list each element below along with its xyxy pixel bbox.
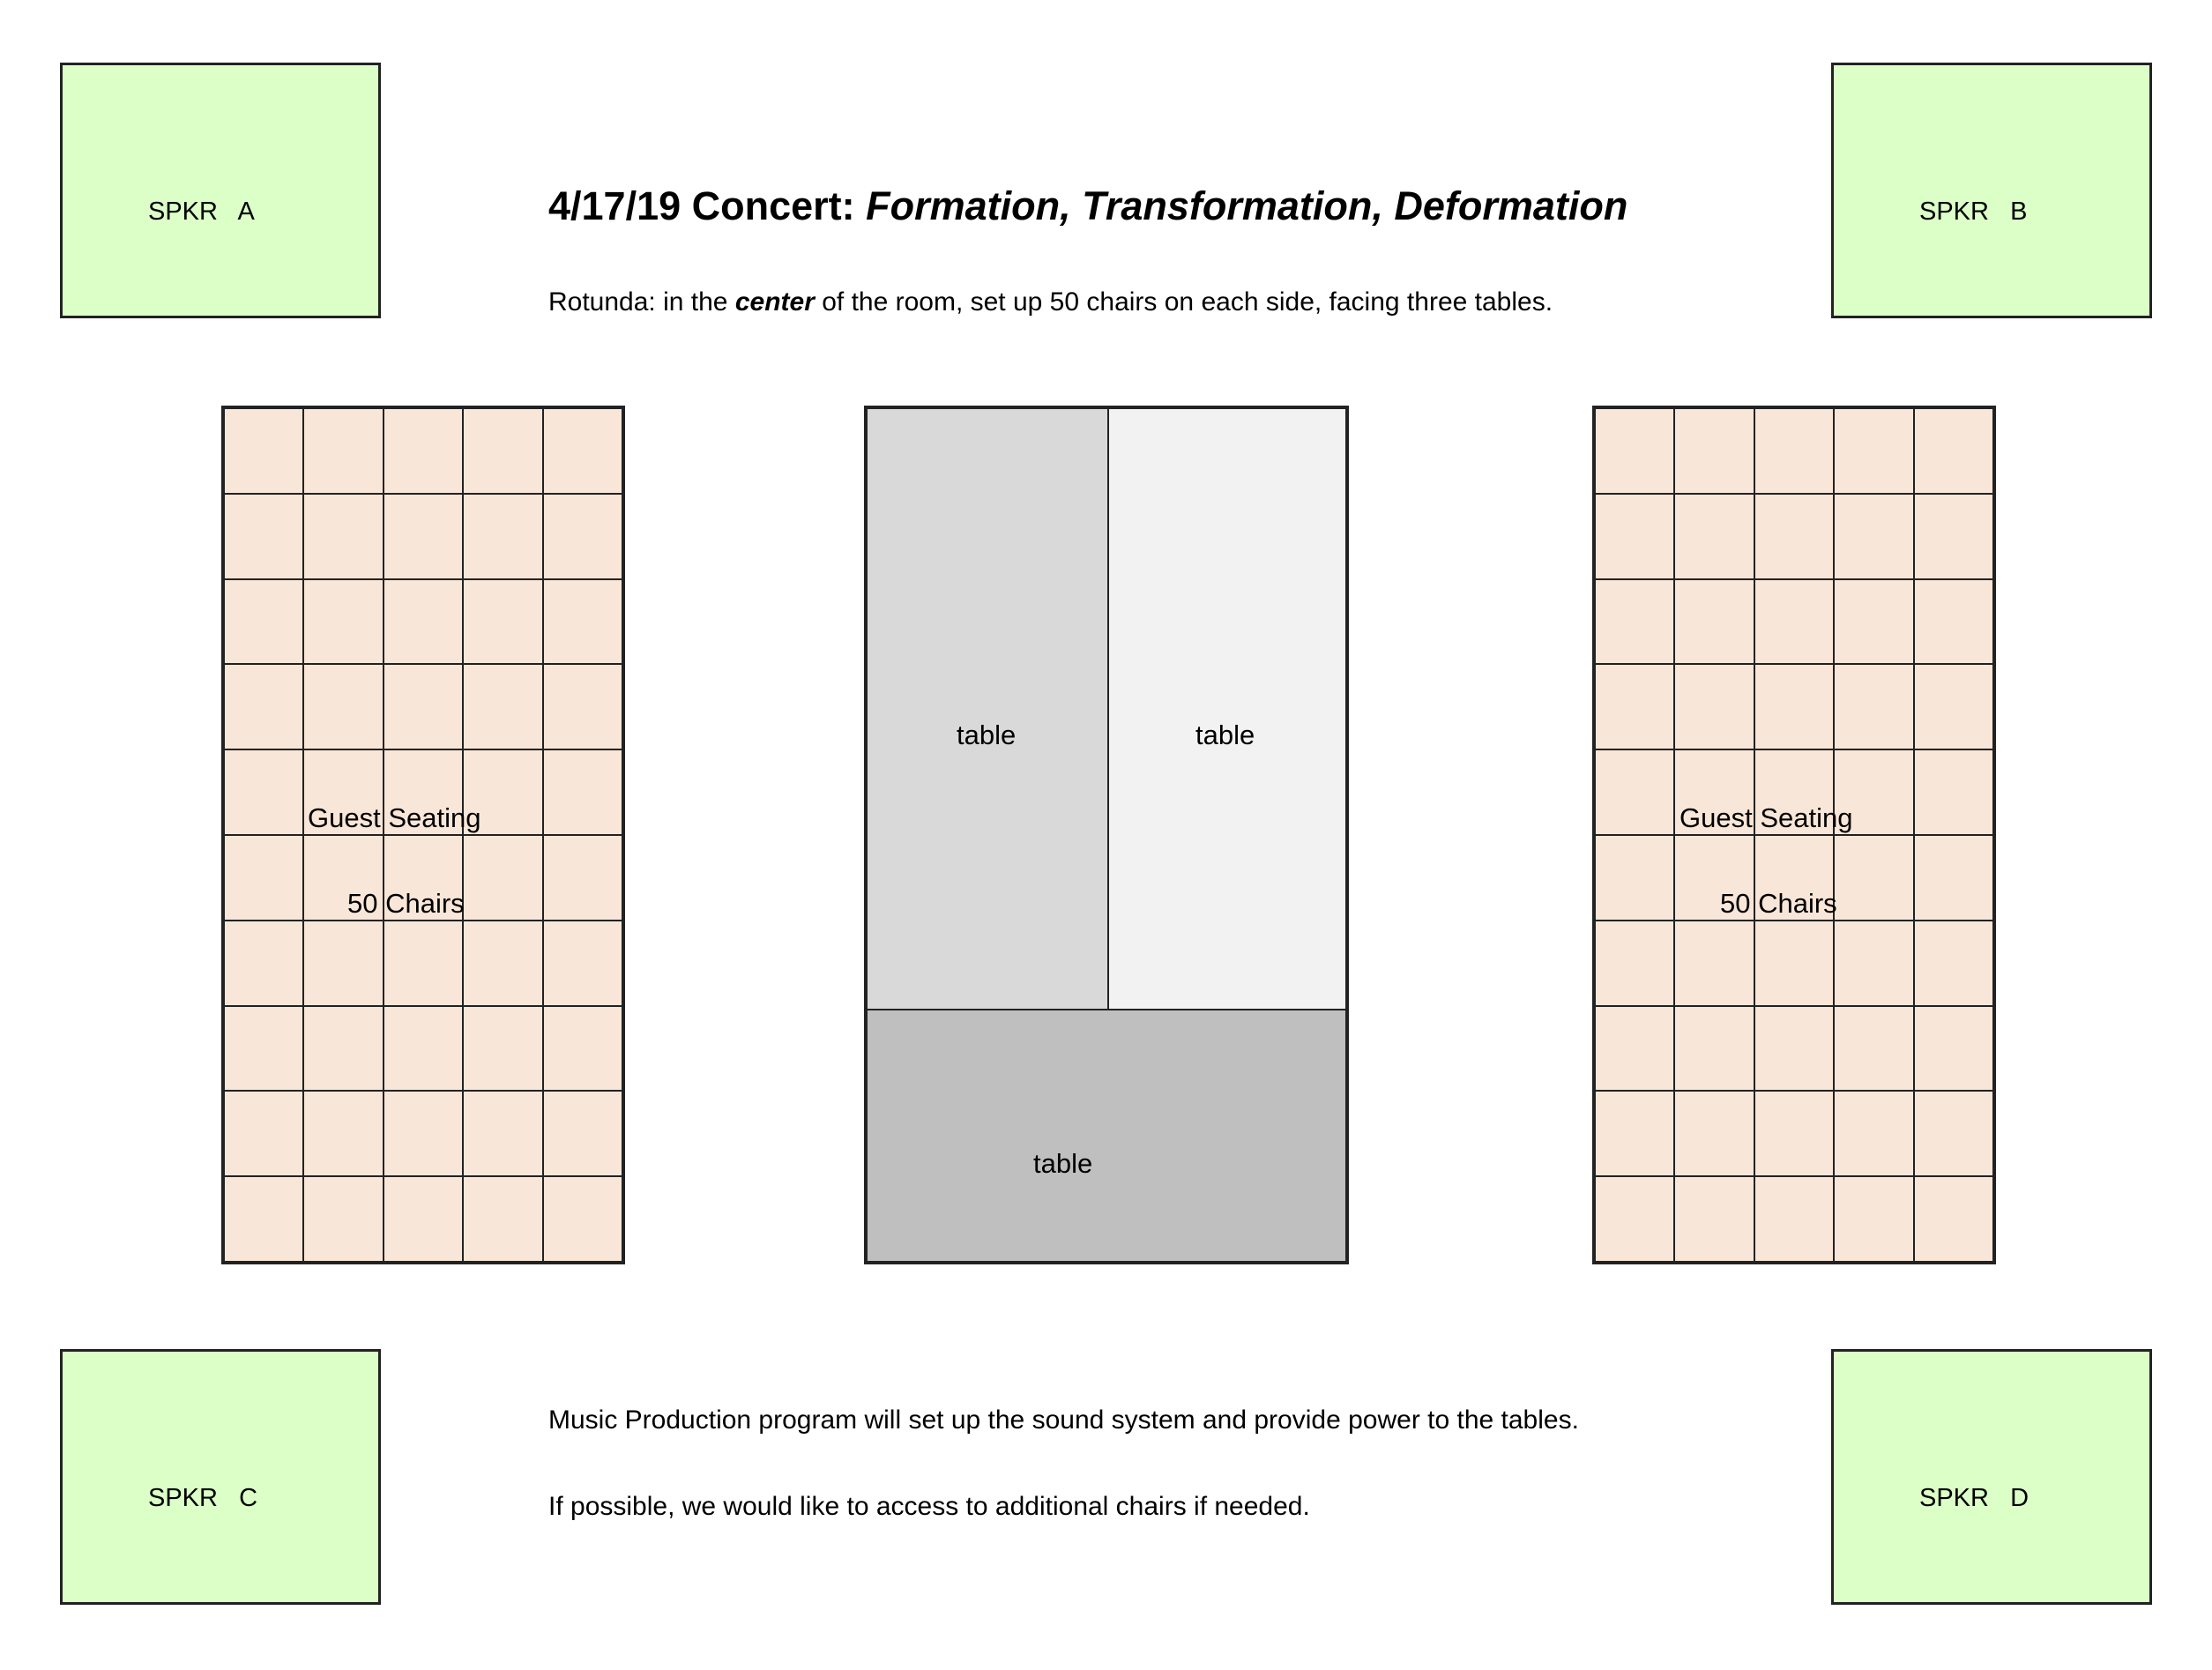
chair-cell <box>384 494 463 579</box>
chair-cell <box>303 579 383 665</box>
chair-cell <box>1674 1091 1754 1176</box>
chair-cell <box>543 579 622 665</box>
chair-cell <box>1674 494 1754 579</box>
speaker-d-label: SPKR D <box>1919 1484 2030 1512</box>
speaker-c <box>60 1349 381 1605</box>
guest-seating-left <box>221 406 625 1264</box>
chair-cell <box>1674 921 1754 1006</box>
chair-cell <box>1754 664 1834 749</box>
chair-cell <box>1834 408 1913 494</box>
chair-cell <box>543 664 622 749</box>
chair-cell <box>1754 1091 1834 1176</box>
chair-cell <box>303 494 383 579</box>
table-bottom-label: table <box>1033 1148 1093 1179</box>
chair-cell <box>1595 1091 1674 1176</box>
chair-cell <box>1595 408 1674 494</box>
chair-cell <box>543 494 622 579</box>
chair-cell <box>1754 921 1834 1006</box>
chair-cell <box>1914 664 1993 749</box>
page-title <box>548 183 1627 229</box>
chair-cell <box>543 1176 622 1262</box>
table-area <box>864 406 1349 1264</box>
speaker-a-label: SPKR A <box>148 198 255 226</box>
chair-cell <box>1834 835 1913 921</box>
chair-cell <box>1834 664 1913 749</box>
chair-cell <box>1754 494 1834 579</box>
chairs-note: If possible, we would like to access to additional chairs if needed. <box>548 1492 1310 1521</box>
speaker-b-label: SPKR B <box>1919 198 2028 226</box>
chair-cell <box>1595 494 1674 579</box>
instructions-before: Rotunda: in the <box>548 287 735 317</box>
chair-cell <box>463 1091 542 1176</box>
chair-cell <box>303 664 383 749</box>
title-prefix: 4/17/19 Concert: <box>548 183 867 228</box>
chair-cell <box>463 408 542 494</box>
chair-cell <box>1674 664 1754 749</box>
table-top-right-label: table <box>1195 719 1255 750</box>
chair-cell <box>1595 1006 1674 1092</box>
chair-cell <box>463 921 542 1006</box>
chair-cell <box>1834 579 1913 665</box>
chair-cell <box>224 1091 303 1176</box>
chair-cell <box>303 1006 383 1092</box>
chair-cell <box>1914 494 1993 579</box>
chair-cell <box>224 1006 303 1092</box>
chair-cell <box>303 921 383 1006</box>
guest-seating-left-label: Guest Seating <box>308 802 481 833</box>
chair-cell <box>1595 835 1674 921</box>
table-top-right <box>1108 408 1346 1010</box>
chair-cell <box>1914 1176 1993 1262</box>
chair-cell <box>1754 1006 1834 1092</box>
chair-cell <box>543 1006 622 1092</box>
chair-cell <box>543 749 622 835</box>
chair-cell <box>1595 921 1674 1006</box>
chair-cell <box>1754 408 1834 494</box>
chair-cell <box>224 664 303 749</box>
guest-seating-left-count: 50 Chairs <box>347 888 465 919</box>
instructions-after: of the room, set up 50 chairs on each side, facing three tables. <box>814 287 1553 317</box>
sound-note: Music Production program will set up the sound system and provide power to the tables. <box>548 1405 1579 1435</box>
chair-cell <box>1914 1091 1993 1176</box>
chair-cell <box>1595 664 1674 749</box>
chair-cell <box>463 1006 542 1092</box>
guest-seating-right <box>1592 406 1996 1264</box>
chair-cell <box>384 664 463 749</box>
chair-cell <box>224 1176 303 1262</box>
speaker-d <box>1831 1349 2152 1605</box>
chair-cell <box>1914 579 1993 665</box>
chair-cell <box>224 749 303 835</box>
chair-cell <box>543 1091 622 1176</box>
chair-cell <box>463 494 542 579</box>
chair-cell <box>384 1176 463 1262</box>
title-emphasis: Formation, Transformation, Deformation <box>866 183 1628 228</box>
chair-cell <box>463 1176 542 1262</box>
chair-cell <box>1754 1176 1834 1262</box>
chair-cell <box>463 664 542 749</box>
speaker-c-label: SPKR C <box>148 1484 258 1512</box>
chair-cell <box>1674 408 1754 494</box>
chair-cell <box>543 835 622 921</box>
chair-cell <box>463 835 542 921</box>
chair-cell <box>1834 1091 1913 1176</box>
chair-cell <box>224 408 303 494</box>
chair-cell <box>384 579 463 665</box>
chair-cell <box>1674 579 1754 665</box>
table-bottom <box>867 1010 1346 1262</box>
chair-cell <box>1834 1176 1913 1262</box>
chair-cell <box>1595 749 1674 835</box>
chair-cell <box>1914 921 1993 1006</box>
chair-cell <box>1914 1006 1993 1092</box>
chair-cell <box>384 921 463 1006</box>
chair-cell <box>463 579 542 665</box>
chair-cell <box>1674 1176 1754 1262</box>
instructions-emphasis: center <box>734 287 815 317</box>
chair-cell <box>384 408 463 494</box>
guest-seating-right-count: 50 Chairs <box>1720 888 1837 919</box>
speaker-a <box>60 63 381 318</box>
chair-cell <box>224 579 303 665</box>
chair-cell <box>1914 749 1993 835</box>
chair-cell <box>1595 579 1674 665</box>
chair-cell <box>1674 1006 1754 1092</box>
table-top-left <box>867 408 1108 1010</box>
chair-cell <box>543 921 622 1006</box>
chair-cell <box>224 835 303 921</box>
chair-cell <box>543 408 622 494</box>
chair-cell <box>303 1091 383 1176</box>
chair-cell <box>1834 494 1913 579</box>
chair-cell <box>1914 408 1993 494</box>
chair-cell <box>1834 1006 1913 1092</box>
chair-cell <box>1834 921 1913 1006</box>
chair-cell <box>384 1091 463 1176</box>
table-top-left-label: table <box>957 719 1017 750</box>
speaker-b <box>1831 63 2152 318</box>
guest-seating-right-label: Guest Seating <box>1679 802 1853 833</box>
chair-cell <box>224 494 303 579</box>
chair-cell <box>303 1176 383 1262</box>
chair-cell <box>224 921 303 1006</box>
chair-cell <box>1595 1176 1674 1262</box>
chair-cell <box>384 1006 463 1092</box>
chair-cell <box>1914 835 1993 921</box>
chair-cell <box>1754 579 1834 665</box>
chair-cell <box>303 408 383 494</box>
instructions <box>548 287 1553 317</box>
